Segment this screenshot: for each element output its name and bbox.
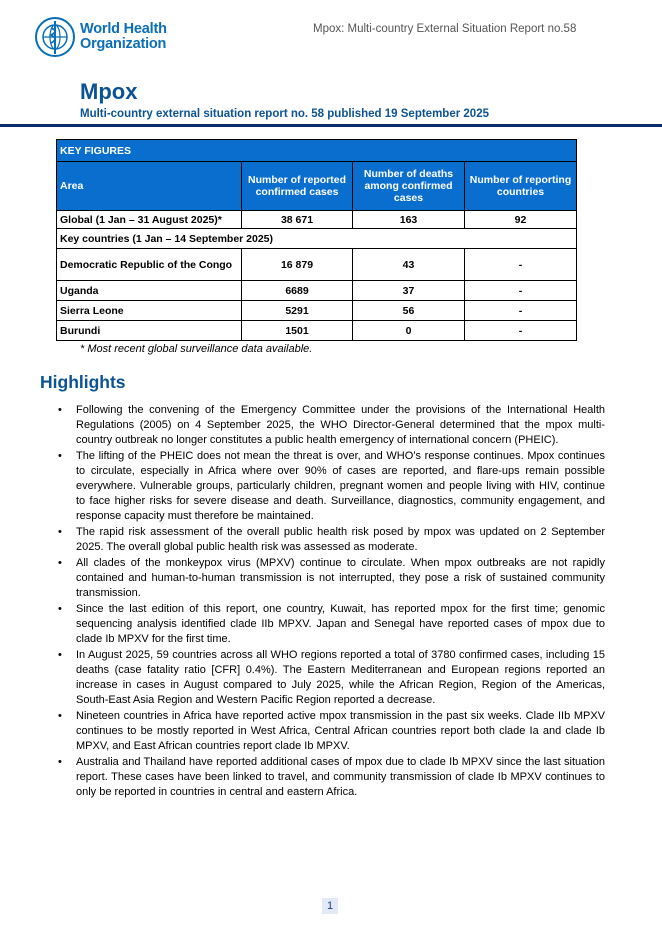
global-area: Global (1 Jan – 31 August 2025)*	[57, 211, 242, 229]
bullet-icon: •	[58, 649, 62, 661]
row-deaths: 0	[353, 321, 465, 341]
row-area: Sierra Leone	[57, 301, 242, 321]
logo-line2: Organization	[80, 36, 167, 52]
table-row	[57, 281, 577, 301]
global-cases: 38 671	[242, 211, 353, 229]
row-area: Democratic Republic of the Congo	[57, 249, 242, 281]
title-divider	[0, 124, 662, 127]
list-item	[56, 525, 605, 555]
row-countries: -	[465, 249, 577, 281]
list-item	[56, 648, 605, 708]
header-cases: Number of reported confirmed cases	[242, 162, 353, 211]
list-item	[56, 602, 605, 647]
logo-line1: World Health	[80, 21, 167, 37]
table-row-global	[57, 211, 577, 229]
bullet-icon: •	[58, 557, 62, 569]
list-item	[56, 709, 605, 754]
list-item	[56, 556, 605, 601]
table-footnote: * Most recent global surveillance data available.	[80, 343, 313, 355]
list-item-text: Since the last edition of this report, one country, Kuwait, has reported mpox for the first time; genomic sequencing analysis identified clade IIb MPXV. Japan and Senegal have reported cases of mpox due to clade Ib MPXV for the first time.	[76, 603, 605, 645]
list-item	[56, 403, 605, 448]
global-countries: 92	[465, 211, 577, 229]
row-cases: 5291	[242, 301, 353, 321]
highlights-list	[56, 403, 605, 801]
bullet-icon: •	[58, 756, 62, 768]
bullet-icon: •	[58, 450, 62, 462]
who-logo	[34, 16, 167, 58]
bullet-icon: •	[58, 404, 62, 416]
list-item-text: In August 2025, 59 countries across all WHO regions reported a total of 3780 confirmed cases, including 15 deaths (case fatality ratio [CFR] 0.4%). The Eastern Mediterranean and European regions reported an increase in cases in August compared to July 2025, while the African Region, Region of the Americas, South-East Asia Region and Western Pacific Region reported a decrease.	[76, 649, 605, 706]
list-item-text: All clades of the monkeypox virus (MPXV) continue to circulate. When mpox outbreaks are not rapidly contained and human-to-human transmission is not interrupted, they pose a risk of sustained community transmission.	[76, 557, 605, 599]
row-deaths: 43	[353, 249, 465, 281]
report-header-title: Mpox: Multi-country External Situation Report no.58	[313, 23, 577, 35]
list-item	[56, 755, 605, 800]
row-area: Uganda	[57, 281, 242, 301]
list-item-text: Nineteen countries in Africa have reported active mpox transmission in the past six weeks. Clade IIb MPXV continues to be mostly reported in West Africa, Central African countries report both clade Ia and clade Ib MPXV, and East African countries report clade Ib MPXV.	[76, 710, 605, 752]
header-countries: Number of reporting countries	[465, 162, 577, 211]
page-subtitle: Multi-country external situation report no. 58 published 19 September 2025	[80, 108, 489, 120]
bullet-icon: •	[58, 710, 62, 722]
key-figures-table	[56, 139, 577, 341]
row-deaths: 37	[353, 281, 465, 301]
table-row	[57, 301, 577, 321]
page-title: Mpox	[80, 79, 138, 104]
list-item-text: Following the convening of the Emergency Committee under the provisions of the International Health Regulations (2005) on 4 September 2025, the WHO Director-General determined that the mpox multi-country outbreak no longer constitutes a public health emergency of international concern (PHEIC).	[76, 404, 605, 446]
list-item-text: Australia and Thailand have reported additional cases of mpox due to clade Ib MPXV since the last situation report. These cases have been linked to travel, and community transmission of clade Ib MPXV continues to only be reported in countries in central and eastern Africa.	[76, 756, 605, 798]
bullet-icon: •	[58, 603, 62, 615]
row-cases: 1501	[242, 321, 353, 341]
key-figures-caption: KEY FIGURES	[57, 140, 577, 162]
row-cases: 16 879	[242, 249, 353, 281]
bullet-icon: •	[58, 526, 62, 538]
row-deaths: 56	[353, 301, 465, 321]
list-item	[56, 449, 605, 524]
who-emblem-icon	[34, 16, 76, 58]
row-cases: 6689	[242, 281, 353, 301]
highlights-heading: Highlights	[40, 372, 126, 392]
table-row	[57, 321, 577, 341]
page-number: 1	[322, 898, 338, 914]
row-countries: -	[465, 301, 577, 321]
key-countries-label: Key countries (1 Jan – 14 September 2025)	[57, 229, 577, 249]
row-countries: -	[465, 281, 577, 301]
list-item-text: The rapid risk assessment of the overall public health risk posed by mpox was updated on 2 September 2025. The overall global public health risk was assessed as moderate.	[76, 526, 605, 553]
row-area: Burundi	[57, 321, 242, 341]
list-item-text: The lifting of the PHEIC does not mean the threat is over, and WHO’s response continues. Mpox continues to circulate, especially in Africa where over 90% of cases are reported, and flare-ups remain possible everywhere. Vulnerable groups, particularly children, pregnant women and people living with HIV, continue to face higher risks for severe disease and death. Surveillance, diagnostics, community engagement, and response capacity must therefore be maintained.	[76, 450, 605, 522]
row-countries: -	[465, 321, 577, 341]
header-deaths: Number of deaths among confirmed cases	[353, 162, 465, 211]
header-area: Area	[57, 162, 242, 211]
table-row	[57, 249, 577, 281]
global-deaths: 163	[353, 211, 465, 229]
